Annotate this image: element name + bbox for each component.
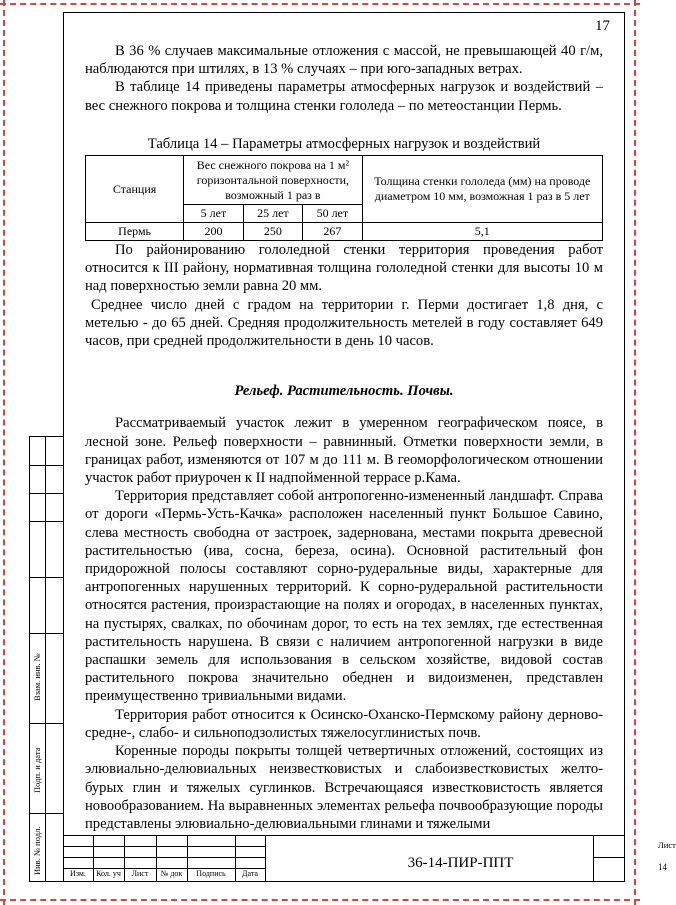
value-cell: 250 [243, 223, 302, 241]
station-cell: Пермь [86, 223, 184, 241]
cut-line-left [3, 0, 5, 905]
side-label-inventory: Инв. № подл. [32, 826, 42, 875]
sheet-label: Лист [658, 840, 676, 850]
side-label-replace: Взам. инв. № [32, 653, 42, 701]
paragraph: Рассматриваемый участок лежит в умеренном географическом поясе, в лесной зоне. Рельеф поверхности – равнинный. Отметки поверхности земли, в границах работ, изменяются от 107 м до 111 м. В геоморфологическом отношении участок работ приурочен к II надпойменной террасе р.Кама. [85, 415, 603, 487]
header-ice: Толщина стенки гололеда (мм) на проводе диаметром 10 мм, возможная 1 раз в 5 лет [362, 156, 602, 223]
stamp-divider [593, 836, 594, 882]
title-block [63, 835, 676, 882]
header-snow: Вес снежного покрова на 1 м² горизонтальной поверхности, возможный 1 раз в [184, 156, 362, 205]
page-number: 17 [595, 18, 610, 34]
side-divider [30, 521, 63, 522]
document-code: 36-14-ПИР-ППТ [407, 855, 514, 871]
table-row [86, 223, 603, 241]
value-cell: 267 [303, 223, 362, 241]
cut-line-right [634, 0, 636, 905]
period-cell: 5 лет [184, 205, 243, 223]
paragraph: Территория работ относится к Осинско-Оханско-Пермскому району дерново-средне-, слабо- и сильноподзолистых тяжелосуглинистых почв. [85, 706, 603, 741]
paragraph: Территория представляет собой антропогенно-измененный ландшафт. Справа от дороги «Пермь-Усть-Качка» расположен населенный пункт Большое Савино, слева местность свободна от застроек, задернована, местами покрыта древесной растительностью (ива, сосна, береза, осина). Основной растительный фон придорожной полосы составляют сорно-рудеральные виды, характерные для антропогенных нарушенных территорий. К сорно-рудеральной растительности относятся растения, произрастающие на полях и огородах, в населенных пунктах, на пустырях, свалках, по обочинам дорог, то есть на тех землях, где естественная растительность нарушена. В связи с наличием антропогенной нагрузки в виде распашки земель для использования в сельском хозяйстве, видовой состав растительного покрова значительно обеднен и видоизменен, представлен преимущественно тривиальными видами. [85, 488, 603, 705]
period-cell: 50 лет [303, 205, 362, 223]
stamp-divider [593, 857, 625, 858]
side-divider [45, 437, 46, 881]
value-cell: 200 [184, 223, 243, 241]
side-divider [30, 493, 63, 494]
side-divider [30, 465, 63, 466]
side-divider [30, 813, 63, 814]
sheet-number: 14 [658, 862, 667, 872]
params-table [85, 155, 603, 241]
side-label-sign-date: Подп. и дата [32, 747, 42, 793]
side-divider [30, 633, 63, 634]
stamp-col-label: Изм. [70, 869, 86, 878]
table-caption: Таблица 14 – Параметры атмосферных нагрузок и воздействий [147, 135, 541, 152]
value-cell: 5,1 [362, 223, 602, 241]
cut-line-bottom [0, 899, 640, 901]
side-divider [30, 577, 63, 578]
stamp-col-label: № док [160, 869, 183, 878]
stamp-col-label: Кол. уч [96, 869, 121, 878]
cut-line-top [0, 3, 640, 5]
paragraph: В таблице 14 приведены параметры атмосферных нагрузок и воздействий – вес снежного покрова и толщина стенки гололеда – по метеостанции Пермь. [85, 79, 603, 114]
paragraph: В 36 % случаев максимальные отложения с массой, не превышающей 40 г/м, наблюдаются при штилях, в 13 % случаях – при юго-западных ветрах. [85, 43, 603, 78]
stamp-col-label: Лист [131, 869, 149, 878]
stamp-col-label: Подпись [196, 869, 226, 878]
side-divider [30, 723, 63, 724]
side-stamp [29, 436, 63, 882]
stamp-divider [265, 836, 266, 882]
paragraph: По районированию гололедной стенки территория проведения работ относится к III району, нормативная толщина гололедной стенки для высоты 10 м над поверхностью земли равна 20 мм. [85, 242, 603, 295]
paragraph: Коренные породы покрыты толщей четвертичных отложений, состоящих из элювиально-делювиальных неизвестковистых и слабоизвестковистых желто-бурых глин и тяжелых суглинков. Встречающаяся известковистость является новообразованием. На выравненных элементах рельефа почвообразующие породы представлены элювиально-делювиальными глинами и тяжелыми [85, 743, 603, 832]
header-station: Станция [86, 156, 184, 223]
period-cell: 25 лет [243, 205, 302, 223]
paragraph: Среднее число дней с градом на территории г. Перми достигает 1,8 дня, с метелью - до 65 дней. Средняя продолжительность метелей в году составляет 649 часов, при средней продолжительности в день 10 часов. [85, 296, 603, 350]
page-content [85, 42, 603, 833]
section-heading: Рельеф. Растительность. Почвы. [234, 383, 454, 400]
stamp-col-label: Дата [242, 869, 258, 878]
